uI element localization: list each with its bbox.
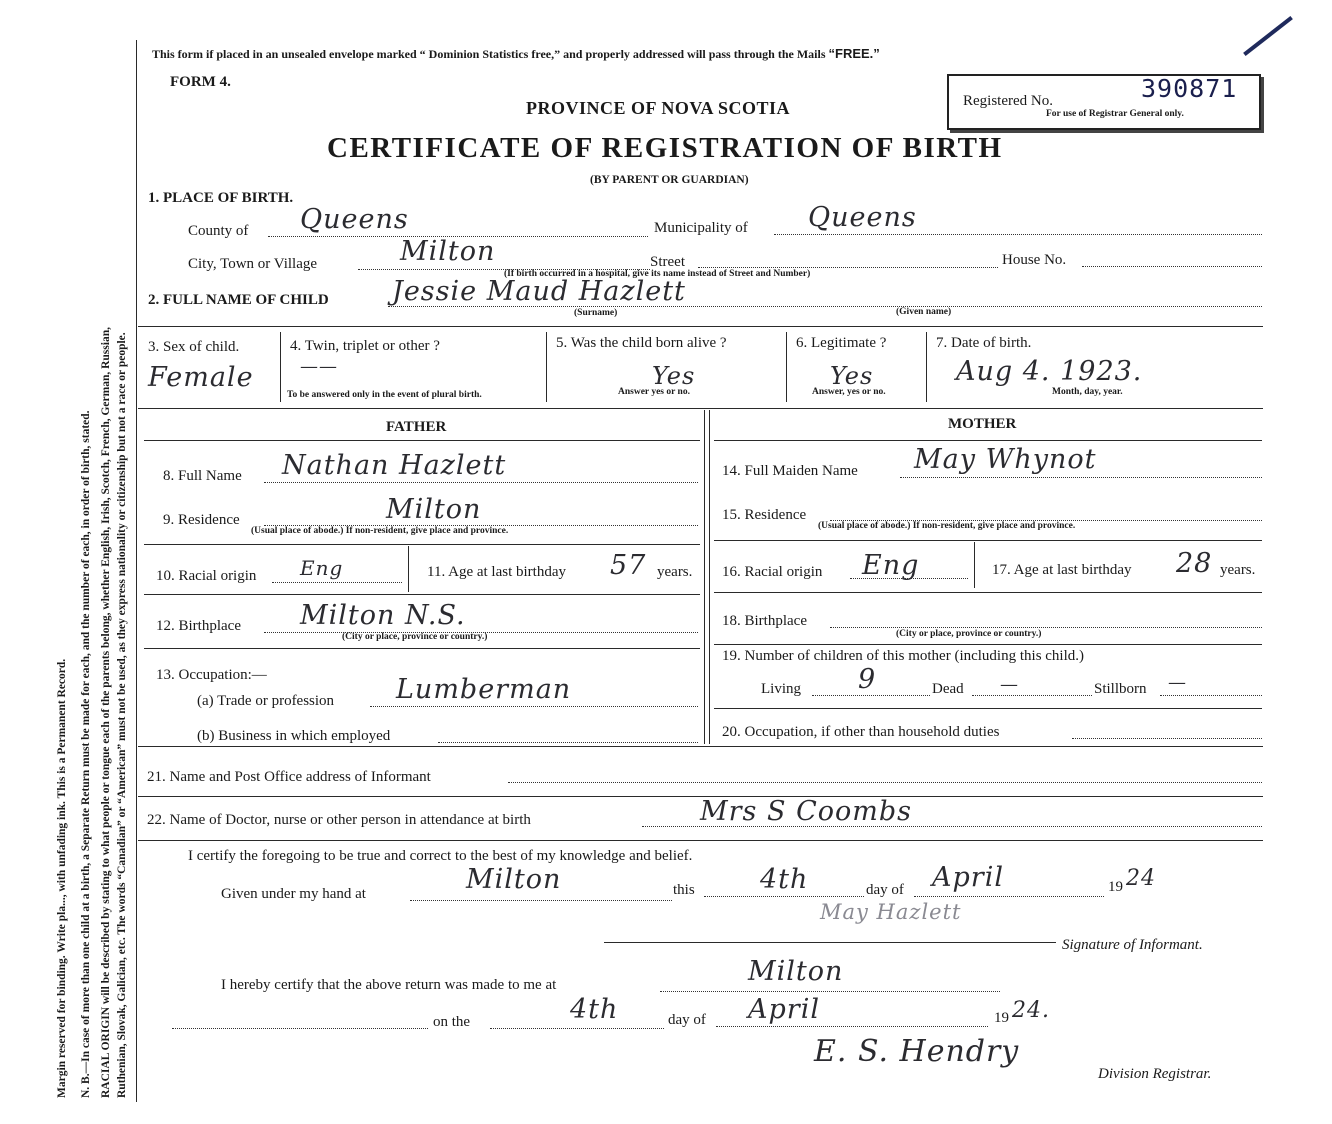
father-birthplace-note: (City or place, province or country.) [342, 632, 488, 642]
registrar-note: For use of Registrar General only. [1046, 109, 1184, 119]
registrar-day-value: 4th [570, 994, 619, 1025]
father-business-label: (b) Business in which employed [197, 728, 391, 744]
given-place-line [410, 900, 672, 901]
county-label: County of [188, 223, 249, 239]
given-year-value: 24 [1126, 866, 1156, 891]
dead-value: — [1000, 674, 1019, 695]
father-heading-rule [144, 440, 700, 441]
legit-note: Answer, yes or no. [812, 387, 886, 397]
center-divider-1 [704, 410, 705, 744]
stillborn-value: — [1168, 672, 1187, 693]
father-occupation-label: 13. Occupation:— [156, 667, 267, 683]
margin-note-binding: Margin reserved for binding. Write pla..., with unfading ink. This is a Permanent Record. [56, 658, 68, 1098]
father-name-label: 8. Full Name [163, 468, 242, 484]
sex-label: 3. Sex of child. [148, 339, 240, 355]
center-divider-2 [709, 410, 710, 744]
page-title: CERTIFICATE OF REGISTRATION OF BIRTH [327, 132, 1003, 164]
father-birthplace-label: 12. Birthplace [156, 618, 241, 634]
city-value: Milton [400, 236, 496, 267]
father-business-line [438, 742, 698, 743]
mother-name-label: 14. Full Maiden Name [722, 463, 858, 479]
house-line [1082, 266, 1262, 267]
mother-rule-4 [714, 708, 1262, 709]
registrar-lead-line [172, 1028, 428, 1029]
doctor-label: 22. Name of Doctor, nurse or other person in attendance at birth [147, 812, 531, 828]
father-rule-1 [144, 544, 700, 545]
mother-rule-1 [714, 540, 1262, 541]
given-this-label: this [673, 882, 695, 898]
registered-number: 390871 [1141, 74, 1238, 103]
mother-age-label: 17. Age at last birthday [992, 562, 1132, 578]
twin-label: 4. Twin, triplet or other ? [290, 338, 440, 354]
father-col-sep [408, 546, 409, 592]
registrar-month-line [716, 1026, 988, 1027]
mother-name-value: May Whynot [914, 444, 1097, 475]
given-day-label: day of [866, 882, 904, 898]
father-residence-note: (Usual place of abode.) If non-resident, give place and province. [251, 526, 509, 536]
registrar-place-line [660, 991, 1000, 992]
mother-rule-2 [714, 592, 1262, 593]
dob-value: Aug 4. 1923. [956, 356, 1143, 387]
mother-occupation-label: 20. Occupation, if other than household duties [722, 724, 1000, 740]
margin-note-multiple-births: N. B.—In case of more than one child at a birth, a Separate Return must be made for each, and the number of each, in order of birth, stated. [80, 410, 92, 1098]
form-left-border [136, 40, 137, 1102]
legit-value: Yes [830, 362, 874, 390]
divider-3 [138, 746, 1263, 747]
surname-note: (Surname) [574, 308, 618, 318]
mother-occupation-line [1072, 738, 1262, 739]
mother-birthplace-line [830, 627, 1262, 628]
father-trade-label: (a) Trade or profession [197, 693, 335, 709]
alive-note: Answer yes or no. [618, 387, 690, 397]
col-sep-d [926, 332, 927, 402]
living-value: 9 [858, 664, 877, 695]
registrar-place-value: Milton [748, 956, 844, 987]
informant-signature-label: Signature of Informant. [1062, 937, 1203, 953]
registered-label: Registered No. [963, 93, 1053, 109]
margin-note-racial-origin-2: Ruthenian, Slovak, Galician, etc. The words “Canadian” or “American” must not be used, as they express nationality or citizenship but not a race or people. [116, 332, 128, 1098]
form-number: FORM 4. [170, 74, 231, 90]
father-rule-3 [144, 648, 700, 649]
father-racial-value: Eng [300, 556, 344, 580]
given-month-value: April [932, 862, 1004, 893]
municipality-value: Queens [808, 202, 917, 233]
mother-birthplace-note: (City or place, province or country.) [896, 629, 1042, 639]
given-label: Given under my hand at [221, 886, 366, 902]
father-name-line [264, 482, 698, 483]
house-label: House No. [1002, 252, 1067, 268]
father-trade-line [370, 706, 698, 707]
sex-value: Female [148, 362, 254, 393]
informant-signature: May Hazlett [820, 900, 962, 924]
col-sep-c [786, 332, 787, 402]
child-name-label: 2. FULL NAME OF CHILD [148, 292, 329, 308]
informant-label: 21. Name and Post Office address of Informant [147, 769, 431, 785]
doctor-value: Mrs S Coombs [700, 796, 912, 827]
divider-5 [138, 840, 1263, 841]
municipality-label: Municipality of [654, 220, 748, 236]
mother-age-unit: years. [1220, 562, 1256, 578]
father-racial-line [272, 582, 402, 583]
place-of-birth-label: 1. PLACE OF BIRTH. [148, 190, 294, 206]
hospital-note: (If birth occurred in a hospital, give its name instead of Street and Number) [504, 269, 811, 279]
mother-rule-3 [714, 644, 1262, 645]
registrar-month-value: April [748, 994, 820, 1025]
informant-line [508, 782, 1262, 783]
mother-age-value: 28 [1176, 548, 1213, 579]
street-label: Street [650, 254, 685, 270]
street-line [698, 267, 998, 268]
alive-label: 5. Was the child born alive ? [556, 335, 727, 351]
mother-heading: MOTHER [948, 416, 1017, 432]
living-line [812, 695, 930, 696]
mother-residence-label: 15. Residence [722, 507, 807, 523]
mother-children-label: 19. Number of children of this mother (including this child.) [722, 648, 1085, 664]
father-age-label: 11. Age at last birthday [427, 564, 566, 580]
margin-note-racial-origin-1: RACIAL ORIGIN will be described by stating to what people or tongue each of the parents belong, whether English, Irish, Scotch, French, German, Russian, [100, 327, 112, 1098]
registrar-on-the-label: on the [433, 1014, 471, 1030]
city-label: City, Town or Village [188, 256, 318, 272]
mother-residence-note: (Usual place of abode.) If non-resident, give place and province. [818, 521, 1076, 531]
col-sep-a [280, 332, 281, 402]
given-month-line [914, 896, 1104, 897]
registrar-year-prefix: 19 [994, 1010, 1009, 1026]
informant-signature-line [604, 942, 1056, 943]
alive-value: Yes [652, 362, 696, 390]
father-age-value: 57 [610, 550, 647, 581]
mother-name-line [900, 477, 1262, 478]
registrar-statement: I hereby certify that the above return was made to me at [221, 977, 557, 993]
given-place-value: Milton [466, 864, 562, 895]
father-trade-value: Lumberman [396, 674, 572, 705]
dob-note: Month, day, year. [1052, 387, 1123, 397]
registrar-day-line [490, 1028, 664, 1029]
father-birthplace-value: Milton N.S. [300, 600, 466, 631]
registrar-signature: E. S. Hendry [814, 1034, 1020, 1069]
certify-statement: I certify the foregoing to be true and correct to the best of my knowledge and belief. [188, 848, 693, 864]
twin-value: —— [300, 356, 338, 377]
father-residence-value: Milton [386, 494, 482, 525]
registrar-signature-label: Division Registrar. [1098, 1066, 1212, 1082]
living-label: Living [761, 681, 801, 697]
given-year-prefix: 19 [1108, 879, 1123, 895]
father-residence-label: 9. Residence [163, 512, 240, 528]
page-subtitle: (BY PARENT OR GUARDIAN) [590, 174, 749, 186]
mother-heading-rule [714, 440, 1262, 441]
mother-col-sep [974, 542, 975, 588]
stillborn-line [1160, 695, 1262, 696]
mother-birthplace-label: 18. Birthplace [722, 613, 807, 629]
given-day-value: 4th [760, 864, 809, 895]
father-heading: FATHER [386, 419, 447, 435]
pen-mark [1243, 16, 1293, 56]
municipality-line [774, 234, 1262, 235]
divider-1 [138, 326, 1263, 327]
given-day-line [704, 896, 864, 897]
child-name-value: Jessie Maud Hazlett [392, 276, 686, 307]
mother-racial-value: Eng [862, 550, 920, 581]
county-value: Queens [300, 204, 409, 235]
father-racial-label: 10. Racial origin [156, 568, 257, 584]
given-name-note: (Given name) [896, 307, 952, 317]
father-name-value: Nathan Hazlett [282, 450, 507, 481]
divider-2 [138, 408, 1263, 409]
twin-note: To be answered only in the event of plural birth. [287, 390, 482, 400]
father-age-unit: years. [657, 564, 693, 580]
dob-label: 7. Date of birth. [936, 335, 1032, 351]
father-rule-2 [144, 594, 700, 595]
col-sep-b [546, 332, 547, 402]
mother-racial-label: 16. Racial origin [722, 564, 823, 580]
dead-label: Dead [932, 681, 964, 697]
legit-label: 6. Legitimate ? [796, 335, 887, 351]
registrar-day-label: day of [668, 1012, 706, 1028]
stillborn-label: Stillborn [1094, 681, 1147, 697]
mail-notice: This form if placed in an unsealed envelope marked “ Dominion Statistics free,” and properly addressed will pass through the Mails “FREE.” [152, 46, 880, 61]
dead-line [972, 695, 1092, 696]
registrar-year-value: 24. [1012, 998, 1050, 1023]
province-heading: PROVINCE OF NOVA SCOTIA [526, 98, 791, 118]
